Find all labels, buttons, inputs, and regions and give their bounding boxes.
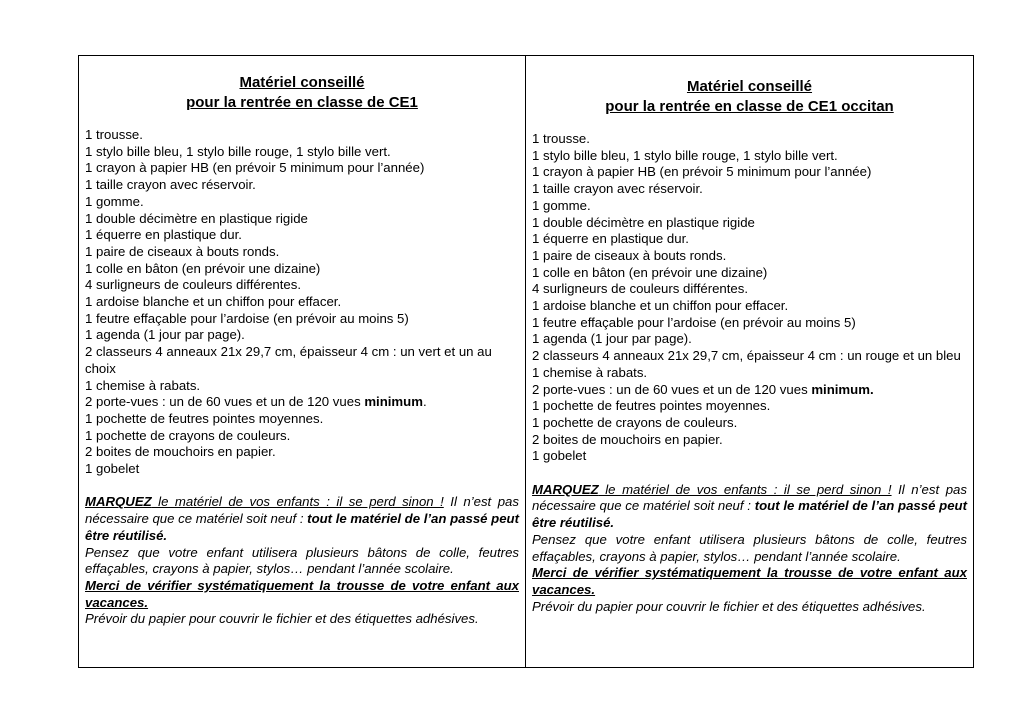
pensez-paragraph: Pensez que votre enfant utilisera plusieurs bâtons de colle, feutres effaçables, crayons à papier, stylos… pendant l’année scolaire. [85, 544, 519, 577]
list-item: 1 gomme. [532, 197, 591, 213]
list-item: 2 boites de mouchoirs en papier. [532, 431, 723, 447]
list-item: 1 trousse. [532, 131, 590, 146]
pensez-paragraph: Pensez que votre enfant utilisera plusieurs bâtons de colle, feutres effaçables, crayons à papier, stylos… pendant l’année scolaire. [532, 531, 967, 564]
list-item: 1 chemise à rabats. [85, 377, 201, 393]
list-item: 1 double décimètre en plastique rigide [85, 210, 308, 226]
porte-vues-minimum: minimum [364, 394, 423, 410]
title-line-1: Matériel conseillé [686, 78, 813, 95]
column-ce1-occitan [526, 56, 973, 667]
list-item-porte-vues [532, 382, 967, 399]
porte-vues-text: 2 porte-vues : un de 60 vues et un de 120 vues [532, 381, 812, 397]
list-item: 1 gobelet [532, 448, 587, 464]
merci-paragraph: Merci de vérifier systématiquement la trousse de votre enfant aux vacances. [532, 565, 967, 597]
list-item: 1 chemise à rabats. [532, 364, 648, 380]
list-item: 1 pochette de crayons de couleurs. [532, 414, 738, 430]
neuf-text: Il n’est pas nécessaire que ce matériel soit neuf : [85, 494, 519, 527]
neuf-text: Il n’est pas nécessaire que ce matériel soit neuf : [532, 481, 967, 514]
column-ce1 [79, 56, 526, 667]
column-title [532, 77, 967, 117]
marquez-warning: le matériel de vos enfants : il se perd sinon ! [598, 481, 892, 497]
list-item: 1 colle en bâton (en prévoir une dizaine) [85, 260, 321, 276]
column-title [85, 73, 519, 113]
prevoir-paragraph: Prévoir du papier pour couvrir le fichier et des étiquettes adhésives. [85, 611, 479, 627]
marquez-word: MARQUEZ [85, 494, 152, 510]
list-item: 2 boites de mouchoirs en papier. [85, 444, 276, 460]
list-item: 1 feutre effaçable pour l’ardoise (en prévoir au moins 5) [85, 310, 409, 326]
list-item: 4 surligneurs de couleurs différentes. [532, 281, 749, 297]
marquez-warning: le matériel de vos enfants : il se perd sinon ! [151, 494, 444, 510]
title-line-2: pour la rentrée en classe de CE1 occitan [605, 98, 894, 115]
list-item: 2 classeurs 4 anneaux 21x 29,7 cm, épaisseur 4 cm : un vert et un au choix [85, 344, 492, 376]
list-item: 1 gomme. [85, 193, 144, 209]
list-item: 1 paire de ciseaux à bouts ronds. [85, 243, 280, 259]
list-item: 1 trousse. [85, 127, 143, 142]
title-line-2: pour la rentrée en classe de CE1 [186, 94, 418, 111]
list-item: 2 classeurs 4 anneaux 21x 29,7 cm, épaisseur 4 cm : un rouge et un bleu [532, 348, 961, 364]
marquez-paragraph [532, 482, 967, 532]
marquez-paragraph [85, 494, 519, 544]
porte-vues-text: 2 porte-vues : un de 60 vues et un de 120 vues [85, 394, 365, 410]
list-item-porte-vues [85, 394, 519, 411]
list-item: 1 pochette de feutres pointes moyennes. [85, 410, 324, 426]
list-item: 1 agenda (1 jour par page). [85, 327, 245, 343]
supply-list-table [78, 55, 974, 668]
porte-vues-end: . [422, 394, 427, 410]
list-item: 4 surligneurs de couleurs différentes. [85, 277, 302, 293]
list-item: 1 double décimètre en plastique rigide [532, 214, 755, 230]
porte-vues-minimum: minimum. [811, 381, 874, 397]
list-item: 1 pochette de feutres pointes moyennes. [532, 398, 771, 414]
list-item: 1 crayon à papier HB (en prévoir 5 minimum pour l’année) [532, 164, 872, 180]
list-item: 1 agenda (1 jour par page). [532, 331, 692, 347]
title-line-1: Matériel conseillé [239, 74, 365, 91]
supply-list [532, 131, 967, 465]
list-item: 1 crayon à papier HB (en prévoir 5 minimum pour l’année) [85, 160, 425, 176]
list-item: 1 pochette de crayons de couleurs. [85, 427, 291, 443]
notes-block [532, 482, 967, 616]
merci-paragraph: Merci de vérifier systématiquement la trousse de votre enfant aux vacances. [85, 577, 519, 610]
list-item: 1 ardoise blanche et un chiffon pour effacer. [532, 298, 789, 314]
neuf-bold: tout le matériel de l’an passé peut être réutilisé. [85, 511, 520, 543]
list-item: 1 équerre en plastique dur. [532, 231, 689, 247]
notes-block [85, 494, 519, 628]
list-item: 1 gobelet [85, 461, 140, 477]
list-item: 1 équerre en plastique dur. [85, 227, 242, 243]
list-item: 1 taille crayon avec réservoir. [532, 181, 703, 197]
prevoir-paragraph: Prévoir du papier pour couvrir le fichier et des étiquettes adhésives. [532, 598, 926, 614]
supply-list [85, 127, 519, 478]
list-item: 1 stylo bille bleu, 1 stylo bille rouge, 1 stylo bille vert. [532, 147, 838, 163]
marquez-word: MARQUEZ [532, 481, 599, 497]
list-item: 1 feutre effaçable pour l’ardoise (en prévoir au moins 5) [532, 314, 856, 330]
list-item: 1 colle en bâton (en prévoir une dizaine) [532, 264, 768, 280]
list-item: 1 paire de ciseaux à bouts ronds. [532, 247, 727, 263]
list-item: 1 ardoise blanche et un chiffon pour effacer. [85, 294, 342, 310]
list-item: 1 stylo bille bleu, 1 stylo bille rouge, 1 stylo bille vert. [85, 143, 391, 159]
list-item: 1 taille crayon avec réservoir. [85, 177, 256, 193]
neuf-bold: tout le matériel de l’an passé peut être réutilisé. [532, 498, 968, 531]
